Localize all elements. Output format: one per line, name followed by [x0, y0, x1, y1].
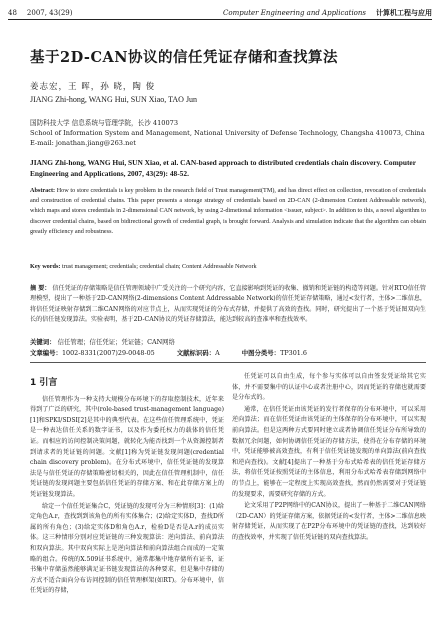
keywords-cn-text: 信任管理；信任凭证；凭证链；CAN网络: [57, 338, 175, 346]
keywords-cn-label: 关键词：: [30, 338, 56, 346]
keywords-cn: [30, 337, 426, 347]
abstract-cn: [30, 284, 426, 326]
body-paragraph: 给定一个信任凭证集合C，凭证链的发现可分为三种情形[3]：(1)给定角色A.r，查找到到该角色的所有实体集合；(2)给定实体D，查找D所属的所有角色；(3)给定实体D和角色A.r，检验D是否是A.r的成员实体。这三种情形分别对应凭证链的三种发现算法：逆向算法、前向算法和双向算法。其中双向实际上是逆向算法和前向算法组合而成的一定策略的组合。传统的X.509证书系统中，通常都集中地存储所有证书，证书集中存储虽然能够满足证书链发现算法的各种要求，但是集中存储的方式不适合面向分布访问控制的信任管理框架(如RT)。分布环境中，信任凭证的存储，: [30, 502, 224, 595]
body-paragraph: 通常，在信任凭证由该凭证的发行者保存的分布环境中，可以采用逆向算法；而在信任凭证由该凭证的主体保存的分布环境中，可以实现前向算法。但是这两种方式要同时建立或者协调信任凭证分布所导致的数据冗余问题，如何协调信任凭证的存储方法，使得在分布存储的环境中，凭证能够被高效查找，有利于信任凭证链发现的单向算法(前向查找和逆向查找)。文献[4]提出了一种基于分布式哈希表的信任凭证存储方法，将信任凭证按照凭证的主体信息，利用分布式哈希表存储到网络中的节点上，能够在一定程度上实现高效查找，然而仍然需要对于凭证链的发现要求，需要研究存储的方式。: [232, 405, 426, 498]
abstract-en-label: Abstract:: [30, 187, 56, 194]
classification-line: [30, 348, 426, 358]
authors-en: JIANG Zhi-hong, WANG Hui, SUN Xiao, TAO Jun: [30, 95, 198, 104]
keywords-en-label: Key words:: [30, 263, 61, 270]
abstract-cn-text: 信任凭证的存储策略是信任管理领域中广受关注的一个研究内容，它直接影响到凭证的收集、撤销和凭证链的构造等问题。针对RTO信任管理模型，提出了一种基于2D-CAN网络(2-dimensions Content Addressable Network)的信任凭证存储策略，通过<发行者，主体>二维信息，将信任凭证映射存储到二维CAN网络的对应节点上，从而实现凭证的分布式存储，并提供了高效的查找。同时，研究提出了一个基于凭证图双向生长的信任链发现算法。实验表明，基于2D-CAN协议的凭证存储算法，能达到较高的查准率和查找效率。: [30, 285, 427, 324]
keywords-en-text: trust management; credentials; credential chain; Content Addressable Network: [61, 263, 257, 270]
clc-label: 中图分类号：: [241, 349, 281, 357]
body-column-right: [232, 372, 426, 545]
body-paragraph: 信任管理作为一种支持大规模分布环境下的存取控制技术，近年来得到了广泛的研究，其中(role-based trust-management language)[1]和SPKI/SDSI[2]是其中的典型代表。在这些信任管理系统中，凭证是一种表达信任关系的数字证书，以及作为委托权力的载体的信任凭证。而相应的访问控制决策问题，就转化为能否找到一个从资源控制者到请求者的凭证链的问题。文献[1]称为凭证链发现问题(credential chain discovery problem)。在分布式环境中，信任凭证链的发现算法是与信任凭证的存储策略密切相关的，因此在信任管理机制中，信任凭证链的发现问题主要包括信任凭证的存储方案、和在此存储方案上的凭证链发现算法。: [30, 395, 224, 498]
section-heading: 1 引言: [30, 378, 58, 388]
journal-name-en: Computer Engineering and Applications: [223, 8, 366, 17]
journal-name-cn: 计算机工程与应用: [376, 8, 432, 17]
running-head: [8, 6, 432, 20]
divider: [30, 362, 426, 363]
body-paragraph: 任凭证可以自由生成，每个参与实体可以自由签发凭证给其它实体，并不需要集中的认证中心或者注册中心，因而凭证的存储也就需要是分布式的。: [232, 373, 426, 402]
affiliation-en: School of Information System and Management, National University of Defense Technology, Changsha 410073, China: [30, 129, 425, 137]
doc-code: [177, 348, 220, 358]
doc-number: [30, 348, 155, 358]
doc-code-label: 文献标识码：: [176, 349, 216, 357]
abstract-en-text: How to store credentials is key problem in the research field of Trust management(TM), and has direct effect on collection, revocation of credentials and construction of credential chains. This paper presents a storage strategy of credentials based on 2D-CAN (2-dimension Content Addressable network), which maps and stores credentials in 2-dimensional CAN network, by using 2-dimetional information <issuer, subject>. In addition to this, a novel algorithm to discover credential chains, based on bidirectional growth of credential graph, is brought forward. Analysis and simulation indicate that the algorithm can obtain greatly efficiency and robustness.: [30, 187, 426, 235]
page-number: 48: [8, 8, 17, 17]
doc-code-value: A: [215, 349, 220, 357]
email: E-mail: jonathan.jiang@263.net: [30, 139, 136, 147]
body-paragraph: 论文采用了P2P网络中的CAN协议，提出了一种基于二维CAN网络（2D-CAN）的凭证存储方案，依据凭证的<发行者，主体>二维信息映射存储凭证，从而实现了在P2P分布环境中的凭证链的查找，达到较好的查找效率，并实现了信任凭证链的双向查找算法。: [232, 502, 426, 541]
issue-info: 2007, 43(29): [26, 8, 73, 17]
keywords-en: [30, 262, 426, 272]
affiliation-cn: 国防科技大学 信息系统与管理学院，长沙 410073: [30, 119, 179, 127]
paper-title: 基于2D-CAN协议的信任凭证存储和查找算法: [30, 49, 338, 66]
citation: JIANG Zhi-hong, WANG Hui, SUN Xiao, et al. CAN-based approach to distributed credentials chain discovery. Computer Engineering and Applications, 2007, 43(29): 48-52.: [30, 158, 416, 178]
authors-cn: 姜志宏，王 晖，孙 晓，陶 俊: [30, 82, 156, 92]
clc-value: TP301.6: [280, 349, 307, 357]
affiliation-block: [30, 118, 428, 148]
doc-number-value: 1002-8331(2007)29-0048-05: [61, 349, 155, 357]
clc-number: [242, 348, 307, 358]
body-column-left: [30, 372, 224, 598]
abstract-en: [30, 186, 426, 237]
doc-number-label: 文章编号：: [30, 349, 62, 357]
abstract-cn-label: 摘 要：: [30, 285, 51, 292]
